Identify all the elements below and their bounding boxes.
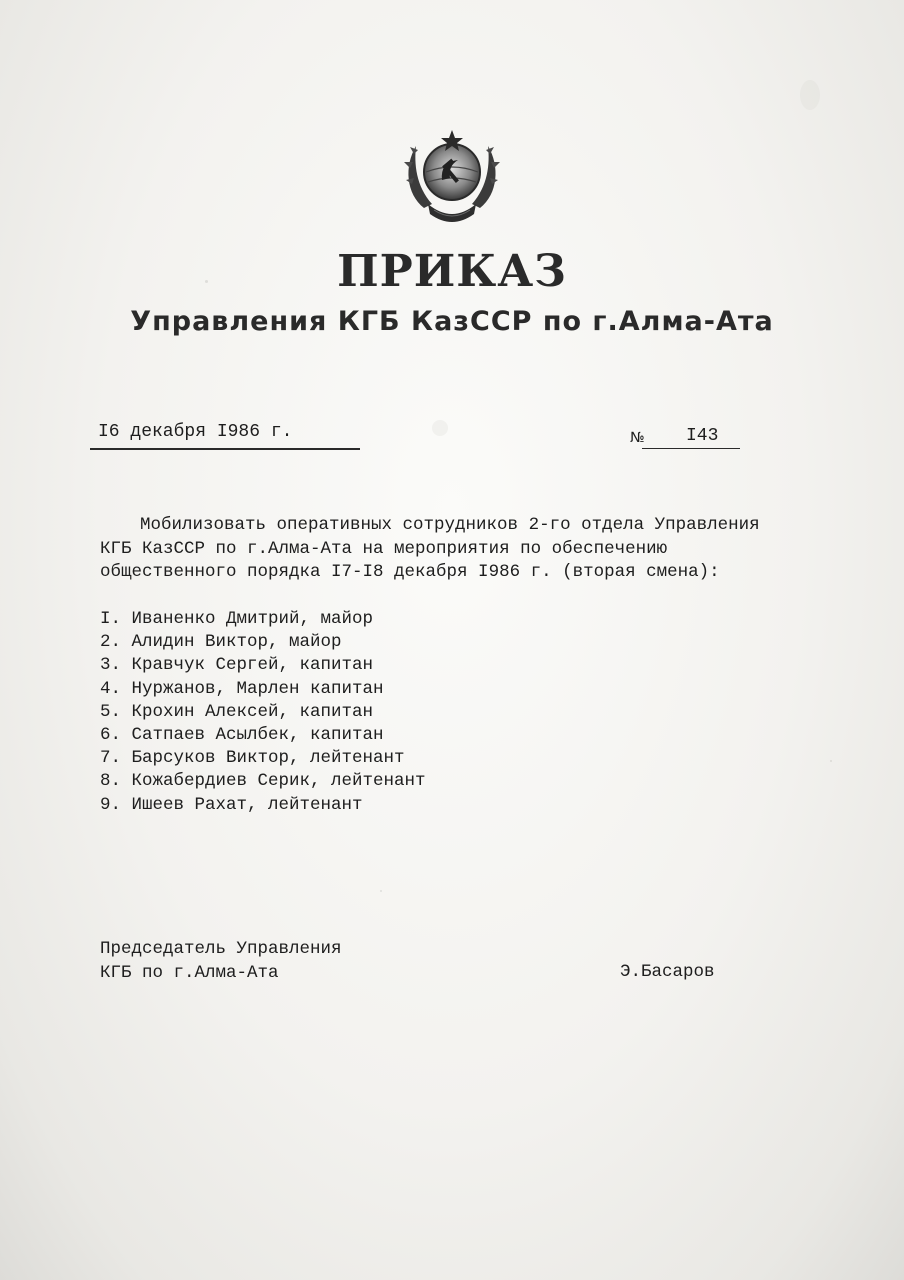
document-subtitle: Управления КГБ КазССР по г.Алма-Ата [130,306,774,337]
paper-speck [830,760,832,762]
signatory-name: Э.Басаров [620,962,715,982]
document-title: ПРИКАЗ [337,246,567,297]
date-field [90,420,360,450]
staff-item: 9. Ишеев Рахат, лейтенант [100,794,363,815]
number-sign: № [630,430,645,446]
document-number-field [630,424,742,450]
staff-item: 8. Кожабердиев Серик, лейтенант [100,771,426,792]
staff-item: 4. Нуржанов, Марлен капитан [100,678,384,699]
order-body [100,514,820,585]
body-line: общественного порядка I7-I8 декабря I986 г. (вторая смена): [100,562,720,582]
signatory-position-line: Председатель Управления [100,939,342,959]
document-number: I43 [686,426,719,446]
signatory-position-line: КГБ по г.Алма-Ата [100,962,279,983]
signatory-position [100,938,342,985]
paper-speck [800,80,820,110]
body-line: Мобилизовать оперативных сотрудников 2-го отдела Управления [140,515,760,535]
paper-speck [380,890,382,892]
staff-list [100,608,426,817]
staff-item: 3. Кравчук Сергей, капитан [100,655,374,676]
body-line: КГБ КазССР по г.Алма-Ата на мероприятия по обеспечению [100,538,668,559]
paper-speck [432,420,448,436]
ussr-emblem-icon [402,124,502,228]
staff-item: 5. Крохин Алексей, капитан [100,701,374,722]
staff-item: I. Иваненко Дмитрий, майор [100,609,374,629]
document-date: I6 декабря I986 г. [98,422,293,442]
staff-item: 7. Барсуков Виктор, лейтенант [100,748,405,769]
staff-item: 2. Алидин Виктор, майор [100,632,342,653]
staff-item: 6. Сатпаев Асылбек, капитан [100,725,384,746]
